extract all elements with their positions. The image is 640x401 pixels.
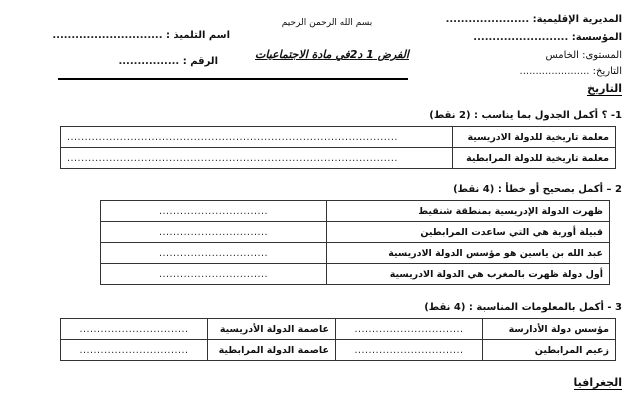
q1-row1-answer[interactable]: .............................................................................................. [61, 127, 453, 148]
section-geography-heading: الجغرافيا [573, 376, 622, 389]
number-label: الرقم : [182, 56, 218, 67]
date-field: ...................... [519, 66, 590, 77]
q2-row4-answer[interactable]: ............................... [101, 264, 327, 285]
directorate-label: المديرية الإقليمية: [532, 14, 622, 25]
date-line [520, 66, 622, 77]
q2-title: 2 – أكمل بصحيح أو خطأ : (4 نقط) [453, 184, 622, 195]
table-row [101, 264, 610, 285]
q1-title: 1- ؟ أكمل الجدول بما يناسب : (2 نقط) [429, 110, 622, 121]
q3-row1-answer2[interactable]: ............................... [61, 319, 208, 340]
number-field[interactable]: ................ [118, 56, 180, 67]
level-line: المستوى: الخامس [545, 50, 622, 61]
school-label: المؤسسة: [571, 32, 622, 43]
student-name-field[interactable]: ............................. [52, 30, 163, 41]
q2-row4-statement: أول دولة ظهرت بالمغرب هي الدولة الادريسية [327, 264, 610, 285]
number-line [88, 56, 218, 67]
table-row [101, 201, 610, 222]
bismillah: بسم الله الرحمن الرحيم [281, 18, 373, 28]
q3-row2-answer2[interactable]: ............................... [61, 340, 208, 361]
q2-row1-answer[interactable]: ............................... [101, 201, 327, 222]
directorate-field: ...................... [445, 14, 530, 25]
header-divider [58, 78, 408, 80]
date-label: التاريخ: [592, 66, 622, 77]
section-history-heading: التاريخ [587, 82, 622, 95]
q3-row1-answer1[interactable]: ............................... [336, 319, 483, 340]
student-name-label: اسم التلميذ : [166, 30, 230, 41]
table-row [61, 148, 616, 169]
q1-row1-label: معلمة تاريخية للدولة الادريسية [453, 127, 616, 148]
q3-row1-label2: عاصمة الدولة الأدريسية [208, 319, 336, 340]
q2-row2-answer[interactable]: ............................... [101, 222, 327, 243]
exam-title: الفرض 1 د2في مادة الاجتماعيات [255, 48, 409, 61]
table-row [61, 340, 616, 361]
q2-row1-statement: ظهرت الدولة الإدريسية بمنطقة شنقيط [327, 201, 610, 222]
q2-row3-statement: عبد الله بن ياسين هو مؤسس الدولة الادريسية [327, 243, 610, 264]
q3-row2-label1: زعيم المرابطين [483, 340, 616, 361]
q3-row2-answer1[interactable]: ............................... [336, 340, 483, 361]
q3-title: 3 - أكمل بالمعلومات المناسبة : (4 نقط) [424, 302, 622, 313]
q1-row2-label: معلمة تاريخية للدولة المرابطية [453, 148, 616, 169]
q2-row2-statement: قبيلة أوربة هي التي ساعدت المرابطين [327, 222, 610, 243]
q1-table [60, 126, 616, 169]
q2-table [100, 200, 610, 285]
table-row [101, 243, 610, 264]
student-name-line [52, 30, 230, 41]
school-line [473, 32, 622, 43]
table-row [101, 222, 610, 243]
table-row [61, 319, 616, 340]
table-row [61, 127, 616, 148]
q1-row2-answer[interactable]: .............................................................................................. [61, 148, 453, 169]
q3-table [60, 318, 616, 361]
q3-row2-label2: عاصمة الدولة المرابطية [208, 340, 336, 361]
school-field: ......................... [473, 32, 569, 43]
q3-row1-label1: مؤسس دولة الأدارسة [483, 319, 616, 340]
directorate-line [446, 14, 622, 25]
q2-row3-answer[interactable]: ............................... [101, 243, 327, 264]
